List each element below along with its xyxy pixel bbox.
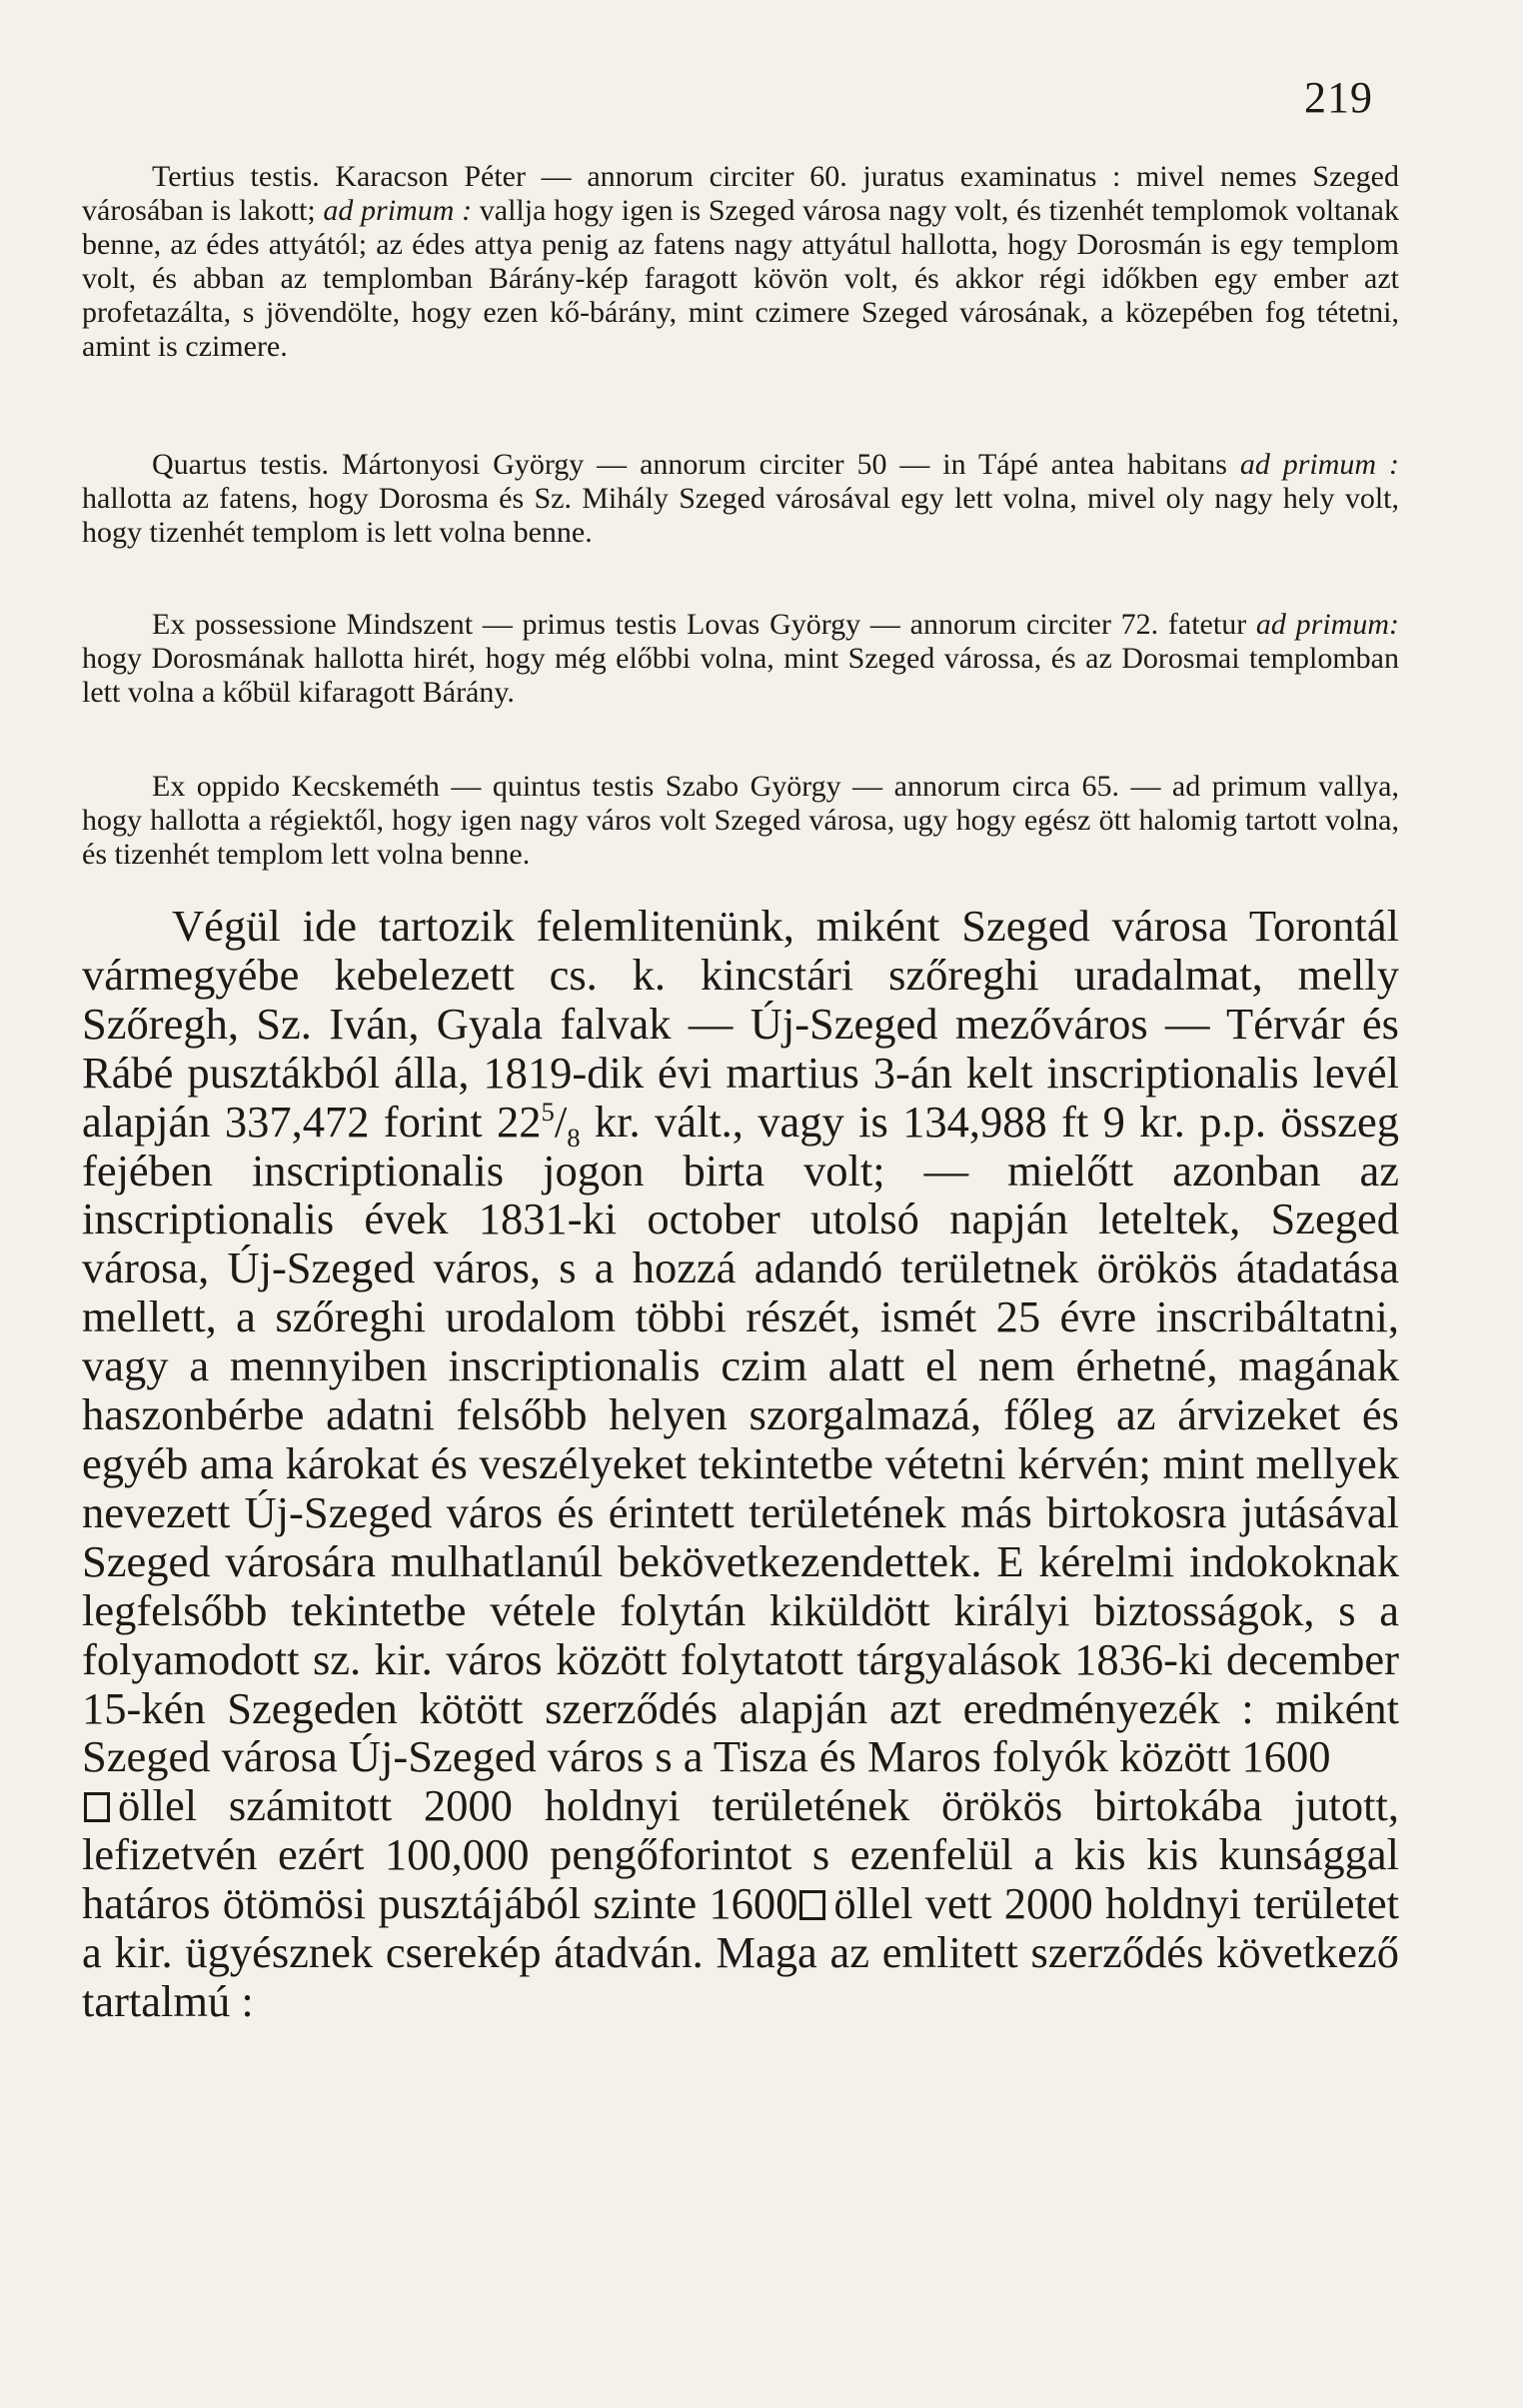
testimony-text: Ex oppido Kecskeméth — quintus testis Szabo György — annorum circa 65. — ad primum vallya, hogy hallotta a régiektől, hogy igen nagy város volt Szeged városa, ugy hogy egész ött halomig tartott volna, és tizenhét templom lett volna benne. [82, 770, 1399, 871]
square-fathom-icon [84, 1792, 110, 1822]
testimony-text: hallotta az fatens, hogy Dorosma és Sz. Mihály Szeged városával egy lett volna, mivel oly nagy hely volt, hogy tizenhét templom is lett volna benne. [82, 482, 1399, 549]
main-text-part: Végül ide tartozik felemlitenünk, miként Szeged városa Torontál vármegyébe kebelezett cs. k. kincstári szőreghi uradalmat, melly Szőregh, Sz. Iván, Gyala falvak — Új-Szeged mezőváros — Térvár és Rábé pusztákból álla, 1819-dik évi martius 3-án kelt inscriptionalis levél alapján 337,472 forint 22 [82, 901, 1399, 1147]
testimony-emphasis: ad primum : [323, 194, 473, 227]
testimony-mindszent [82, 608, 1399, 710]
testimony-text: vallja hogy igen is Szeged városa nagy volt, és tizenhét templomok voltanak benne, az édes attyától; az édes attya penig az fatens nagy attyátul hallotta, hogy Dorosmán is egy templom volt, és abban az templomban Bárány-kép faragott kövön volt, és akkor régi időkben egy ember azt profetazálta, s jövendölte, hogy ezen kő-bárány, mint czimere Szeged városának, a közepében fog tétetni, amint is czimere. [82, 194, 1399, 363]
main-paragraph: Végül ide tartozik felemlitenünk, miként Szeged városa Torontál vármegyébe kebelezett cs. k. kincstári szőreghi uradalmat, melly Szőregh, Sz. Iván, Gyala falvak — Új-Szeged mezőváros — Térvár és Rábé pusztákból álla, 1819-dik évi martius 3-án kelt inscriptionalis levél alapján 337,472 forint $22^5/_8$ kr. vált., vagy is 134,988 ft 9 kr. p.p. összeg fejében inscriptionalis jogon birta volt; — mielőtt azonban az inscriptionalis évek 1831-ki october utolsó napján leteltek, Szeged városa, Új-Szeged város, s a hozzá adandó területnek örökös átadatása mellett, a szőreghi urodalom többi részét, ismét 25 évre inscribáltatni, vagy a mennyiben inscriptionalis czim alatt el nem érhetné, magának haszonbérbe adatni felsőbb helyen szorgalmazá, főleg az árvizeket és egyéb ama károkat és veszélyeket tekintetbe vétetni kérvén; mint mellyek nevezett Új-Szeged város és érintett területének más birtokosra jutásával Szeged városára mulhatlanúl bekövetkezendettek. E kérelmi indokoknak legfelsőbb tekintetbe vétele folytán kiküldött királyi biztosságok, s a folyamodott sz. kir. város között folytatott tárgyalások 1836-ki december 15-kén Szegeden kötött szerződés alapján azt eredményezék : miként Szeged városa Új-Szeged város s a Tisza és Maros folyók között 1600 öllel számitott 2000 holdnyi területének örökös birtokába jutott, lefizetvén ezért 100,000 pengőforintot s ezenfelül a kis kis kunsággal határos ötömösi pusztájából szinte 1600 öllel vett 2000 holdnyi területet a kir. ügyésznek cserekép átadván. Maga az emlitett szerződés következő tartalmú : [82, 901, 1400, 2026]
fraction-numerator: 5 [541, 1096, 555, 1127]
main-text-part: kr. vált., vagy is 134,988 ft 9 kr. p.p. összeg fejében inscriptionalis jogon birta volt; — mielőtt azonban az inscriptionalis évek 1831-ki october utolsó napján leteltek, Szeged városa, Új-Szeged város, s a hozzá adandó területnek örökös átadatása mellett, a szőreghi urodalom többi részét, ismét 25 évre inscribáltatni, vagy a mennyiben inscriptionalis czim alatt el nem érhetné, magának haszonbérbe adatni felsőbb helyen szorgalmazá, főleg az árvizeket és egyéb ama károkat és veszélyeket tekintetbe vétetni kérvén; mint mellyek nevezett Új-Szeged város és érintett területének más birtokosra jutásával Szeged városára mulhatlanúl bekövetkezendettek. E kérelmi indokoknak legfelsőbb tekintetbe vétele folytán kiküldött királyi biztosságok, s a folyamodott sz. kir. város között folytatott tárgyalások 1836-ki december 15-kén Szegeden kötött szerződés alapján azt eredményezék : miként Szeged városa Új-Szeged város s a Tisza és Maros folyók között 1600 [82, 1096, 1399, 1782]
testimony-text: Ex possessione Mindszent — primus testis Lovas György — annorum circiter 72. fatetur [152, 608, 1256, 641]
testimony-emphasis: ad primum : [1239, 448, 1399, 481]
testimony-text: hogy Dorosmának hallotta hirét, hogy még előbbi volna, mint Szeged várossa, és az Dorosmai templomban lett volna a kőbül kifaragott Bárány. [82, 642, 1399, 709]
square-fathom-icon [799, 1890, 825, 1920]
testimony-text: Tertius testis. Karacson Péter — annorum circiter 60. juratus examinatus : mivel nemes Szeged városában is lakott; [82, 160, 1399, 227]
page-number: 219 [1304, 73, 1373, 122]
fraction-denominator: 8 [567, 1122, 581, 1153]
testimony-text: Quartus testis. Mártonyosi György — annorum circiter 50 — in Tápé antea habitans [152, 448, 1240, 481]
testimony-tertius [82, 160, 1399, 364]
main-text-part: öllel számitott 2000 holdnyi területének örökös birtokába jutott, lefizetvén ezért 100,000 pengőforintot s ezenfelül a kis kis kunsággal határos ötömösi pusztájából szinte 1600 [82, 1780, 1399, 1929]
testimony-emphasis: ad primum: [1255, 608, 1399, 641]
testimony-kecskemet [82, 770, 1399, 872]
main-text-part: öllel vett 2000 holdnyi területet a kir. ügyésznek cserekép átadván. Maga az emlitett szerződés következő tartalmú : [82, 1878, 1400, 2026]
testimony-quartus [82, 448, 1399, 550]
